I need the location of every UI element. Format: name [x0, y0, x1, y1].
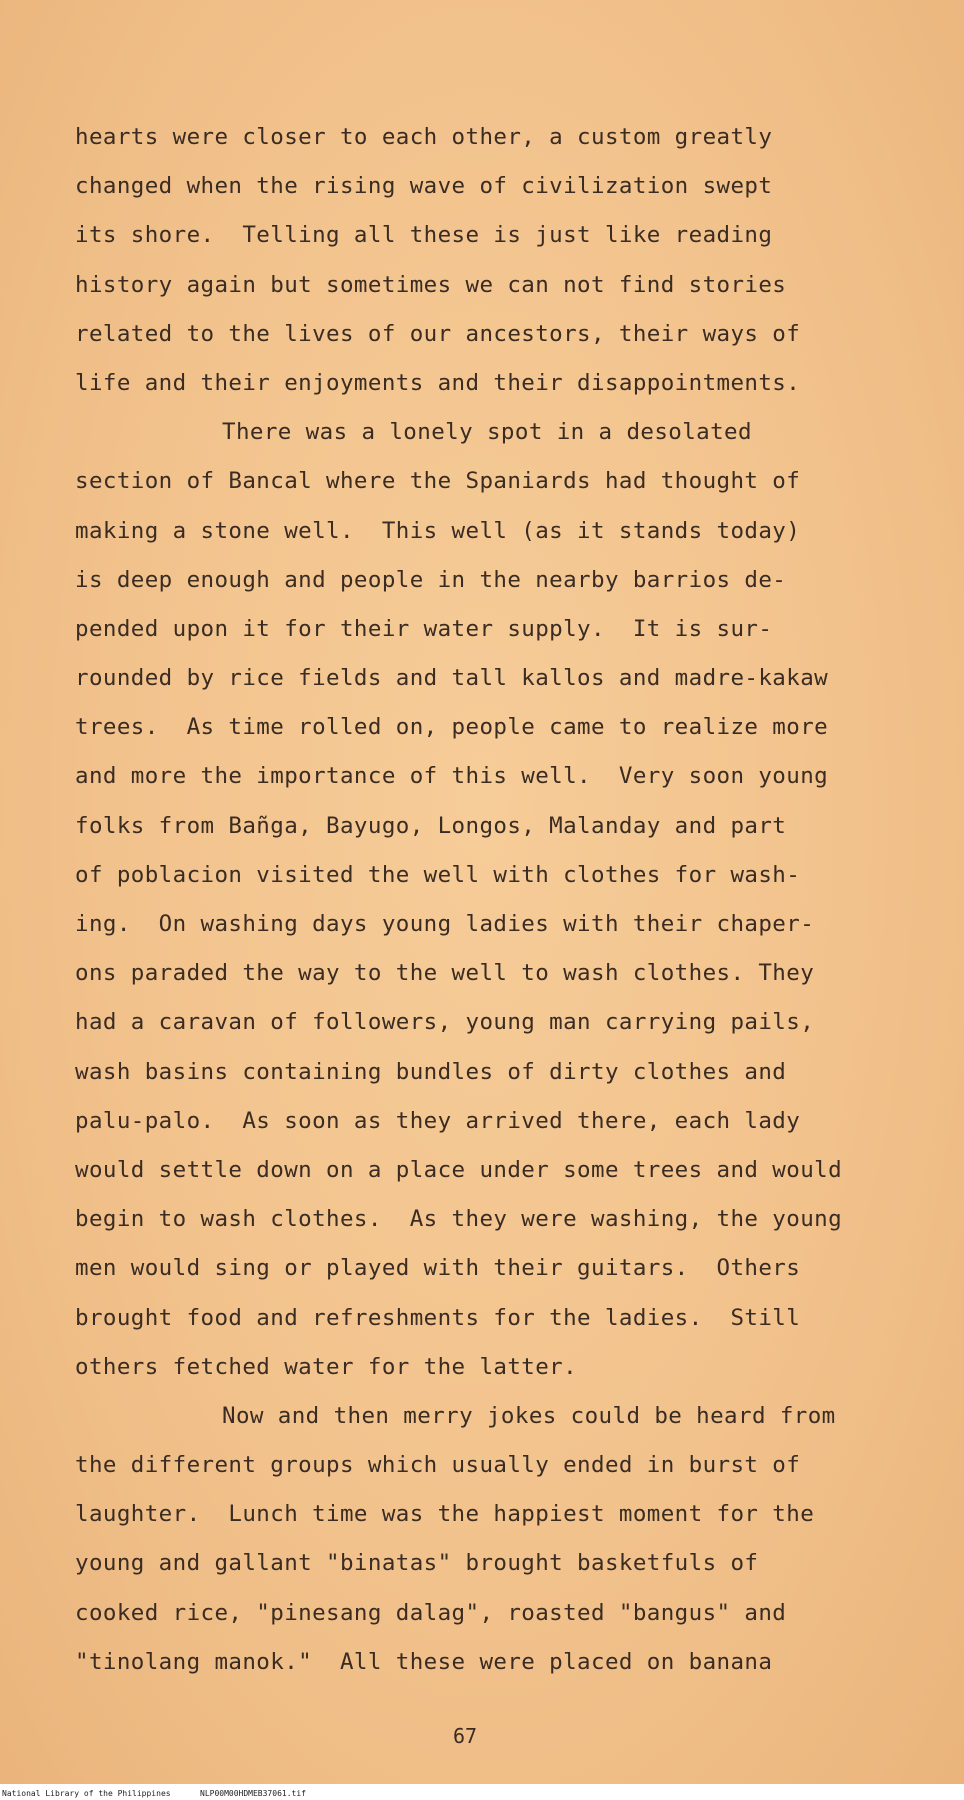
- text-line: history again but sometimes we can not find stories: [75, 271, 787, 298]
- page-number: 67: [452, 1724, 478, 1748]
- text-line: of poblacion visited the well with clothes for wash-: [75, 861, 801, 888]
- text-line: rounded by rice fields and tall kallos and madre-kakaw: [75, 665, 829, 692]
- text-line: would settle down on a place under some trees and would: [75, 1156, 843, 1183]
- text-line: begin to wash clothes. As they were washing, the young: [75, 1206, 843, 1233]
- text-line: ons paraded the way to the well to wash clothes. They: [75, 960, 815, 987]
- text-line: "tinolang manok." All these were placed on banana: [75, 1648, 773, 1675]
- footer-filename: NLP00M00HDMEB37061.tif: [200, 1789, 306, 1798]
- text-line: others fetched water for the latter.: [75, 1353, 578, 1380]
- scan-footer: [0, 1784, 964, 1800]
- text-line: palu-palo. As soon as they arrived there, each lady: [75, 1107, 801, 1134]
- text-line: ing. On washing days young ladies with their chaper-: [75, 911, 815, 937]
- text-line: folks from Bañga, Bayugo, Longos, Malanday and part: [75, 812, 787, 839]
- text-line: laughter. Lunch time was the happiest moment for the: [75, 1501, 815, 1528]
- text-line: making a stone well. This well (as it stands today): [75, 517, 801, 544]
- text-line: men would sing or played with their guitars. Others: [75, 1255, 801, 1282]
- text-line: young and gallant "binatas" brought basketfuls of: [75, 1550, 759, 1577]
- text-line: its shore. Telling all these is just like reading: [75, 222, 773, 249]
- text-line: wash basins containing bundles of dirty clothes and: [75, 1058, 787, 1085]
- text-line: brought food and refreshments for the ladies. Still: [75, 1304, 801, 1331]
- text-line: is deep enough and people in the nearby barrios de-: [75, 566, 787, 593]
- text-line: related to the lives of our ancestors, their ways of: [75, 320, 801, 347]
- text-line: section of Bancal where the Spaniards had thought of: [75, 468, 801, 495]
- text-line: pended upon it for their water supply. It is sur-: [75, 615, 773, 642]
- footer-source: National Library of the Philippines: [2, 1789, 171, 1798]
- text-line: trees. As time rolled on, people came to realize more: [75, 714, 829, 741]
- text-line: changed when the rising wave of civilization swept: [75, 173, 773, 200]
- text-line: cooked rice, "pinesang dalag", roasted "bangus" and: [75, 1599, 787, 1626]
- text-line: life and their enjoyments and their disappointments.: [75, 369, 801, 396]
- text-line: the different groups which usually ended in burst of: [75, 1452, 801, 1479]
- paragraph-start-line: Now and then merry jokes could be heard from: [222, 1402, 836, 1429]
- text-line: had a caravan of followers, young man carrying pails,: [75, 1009, 815, 1036]
- paragraph-start-line: There was a lonely spot in a desolated: [222, 419, 752, 446]
- document-body: [75, 113, 935, 1687]
- text-line: hearts were closer to each other, a custom greatly: [75, 124, 773, 150]
- text-line: and more the importance of this well. Very soon young: [75, 763, 829, 790]
